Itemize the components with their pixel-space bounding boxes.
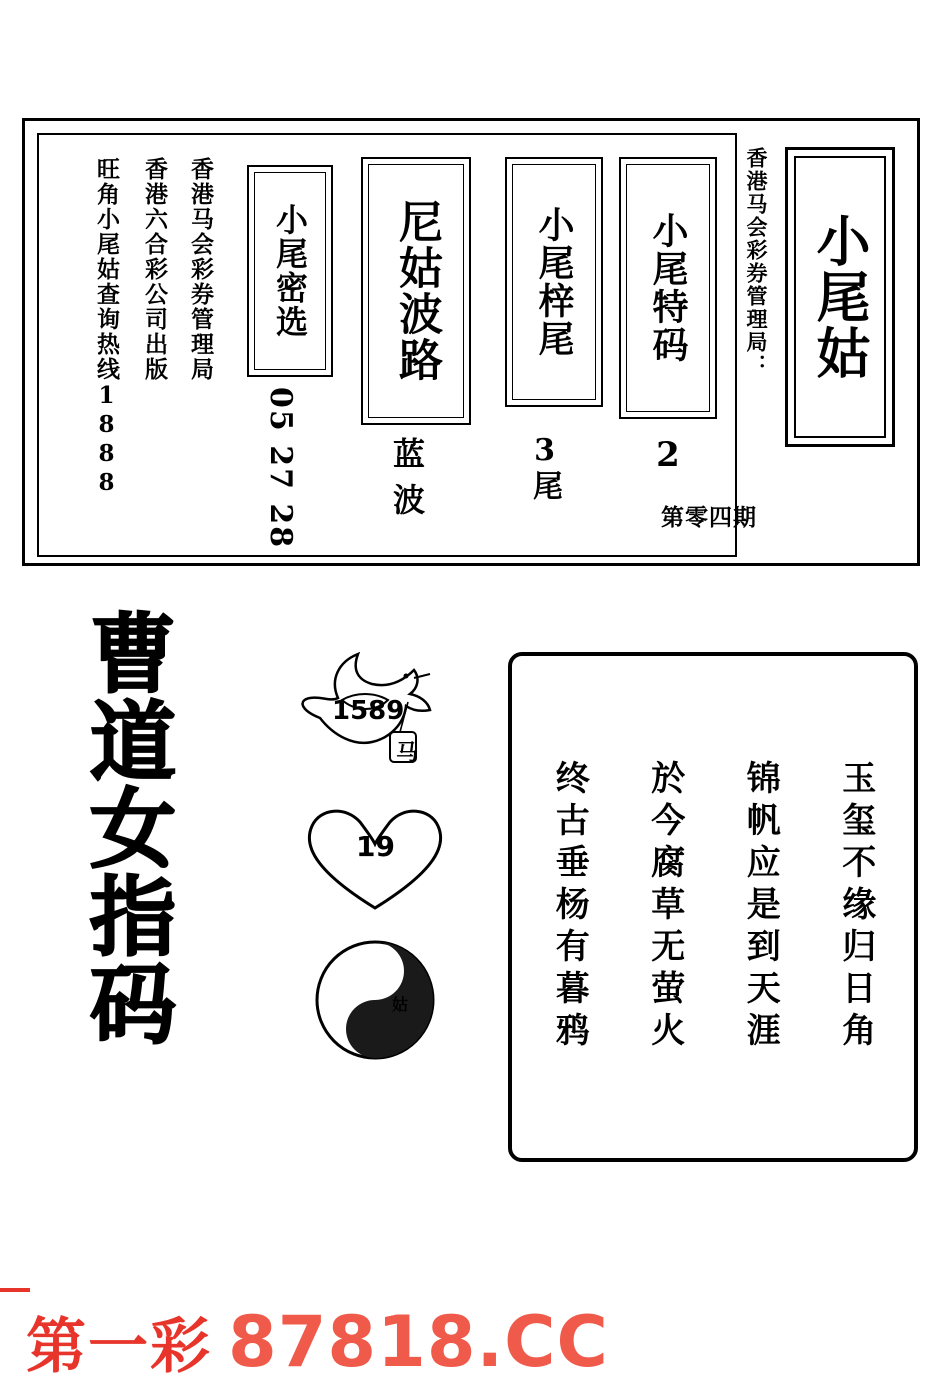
big-title-char-1: 曹 <box>90 605 176 705</box>
big-title-char-5: 码 <box>90 955 176 1056</box>
poem-line-3: 於今腐草无萤火 <box>644 760 685 1054</box>
section-big-title <box>58 605 208 1056</box>
footer-red-marker <box>0 1288 30 1292</box>
organization-label-right: 香港马会彩券管理局： <box>744 147 769 377</box>
cell-label-picks-frame <box>254 172 326 370</box>
cell-box-special-code <box>619 157 717 419</box>
side-text-publisher: 香港六合彩公司出版 <box>141 157 168 382</box>
poem-box <box>508 652 918 1162</box>
cell-box-picks <box>247 165 333 377</box>
cell-value-wave: 蓝波 <box>388 437 426 529</box>
page-title: 小尾姑 <box>808 213 872 381</box>
main-title-inner-frame <box>794 156 886 438</box>
cell-label-tail: 小尾梓尾 <box>533 206 575 358</box>
dove-icon-number: 1589 <box>332 696 405 726</box>
dove-icon-tag: 马 <box>396 741 419 766</box>
cell-box-wave <box>361 157 471 425</box>
heart-icon-number: 19 <box>356 830 395 863</box>
cell-box-tail <box>505 157 603 407</box>
big-title-char-4: 指 <box>90 868 176 969</box>
main-title-box <box>785 147 895 447</box>
poem-line-1: 玉玺不缘归日角 <box>835 760 876 1054</box>
icon-column <box>280 640 470 1070</box>
cell-label-special-code: 小尾特码 <box>647 212 689 364</box>
cell-value-tail: 3尾 <box>527 432 562 502</box>
cell-label-tail-frame <box>512 164 596 400</box>
footer-url: 87818.CC <box>228 1301 609 1383</box>
yinyang-icon-number: 28 <box>360 948 397 978</box>
poem-line-4: 终古垂杨有暮鸦 <box>549 760 590 1054</box>
cell-value-special-code: 2 <box>656 435 680 475</box>
yinyang-icon-tag: 姑 <box>392 995 409 1014</box>
big-title-char-2: 道 <box>90 692 176 793</box>
big-title-char-3: 女 <box>90 780 176 881</box>
top-bordered-panel <box>22 118 920 566</box>
cell-label-special-code-frame <box>626 164 710 412</box>
side-text-hotline: 旺角小尾姑查询热线1888 <box>93 157 120 498</box>
issue-number: 第零四期 <box>661 504 757 531</box>
cell-label-wave: 尼姑波路 <box>391 199 442 383</box>
top-inner-frame <box>37 133 737 557</box>
cell-value-picks: 05 27 28 <box>263 387 298 550</box>
footer-bar <box>0 1296 944 1388</box>
poem-line-2: 锦帆应是到天涯 <box>740 760 781 1054</box>
cell-label-picks: 小尾密选 <box>271 203 309 339</box>
side-text-org: 香港马会彩券管理局 <box>187 157 214 382</box>
footer-brand: 第一彩 <box>26 1312 212 1382</box>
cell-label-wave-frame <box>368 164 464 418</box>
